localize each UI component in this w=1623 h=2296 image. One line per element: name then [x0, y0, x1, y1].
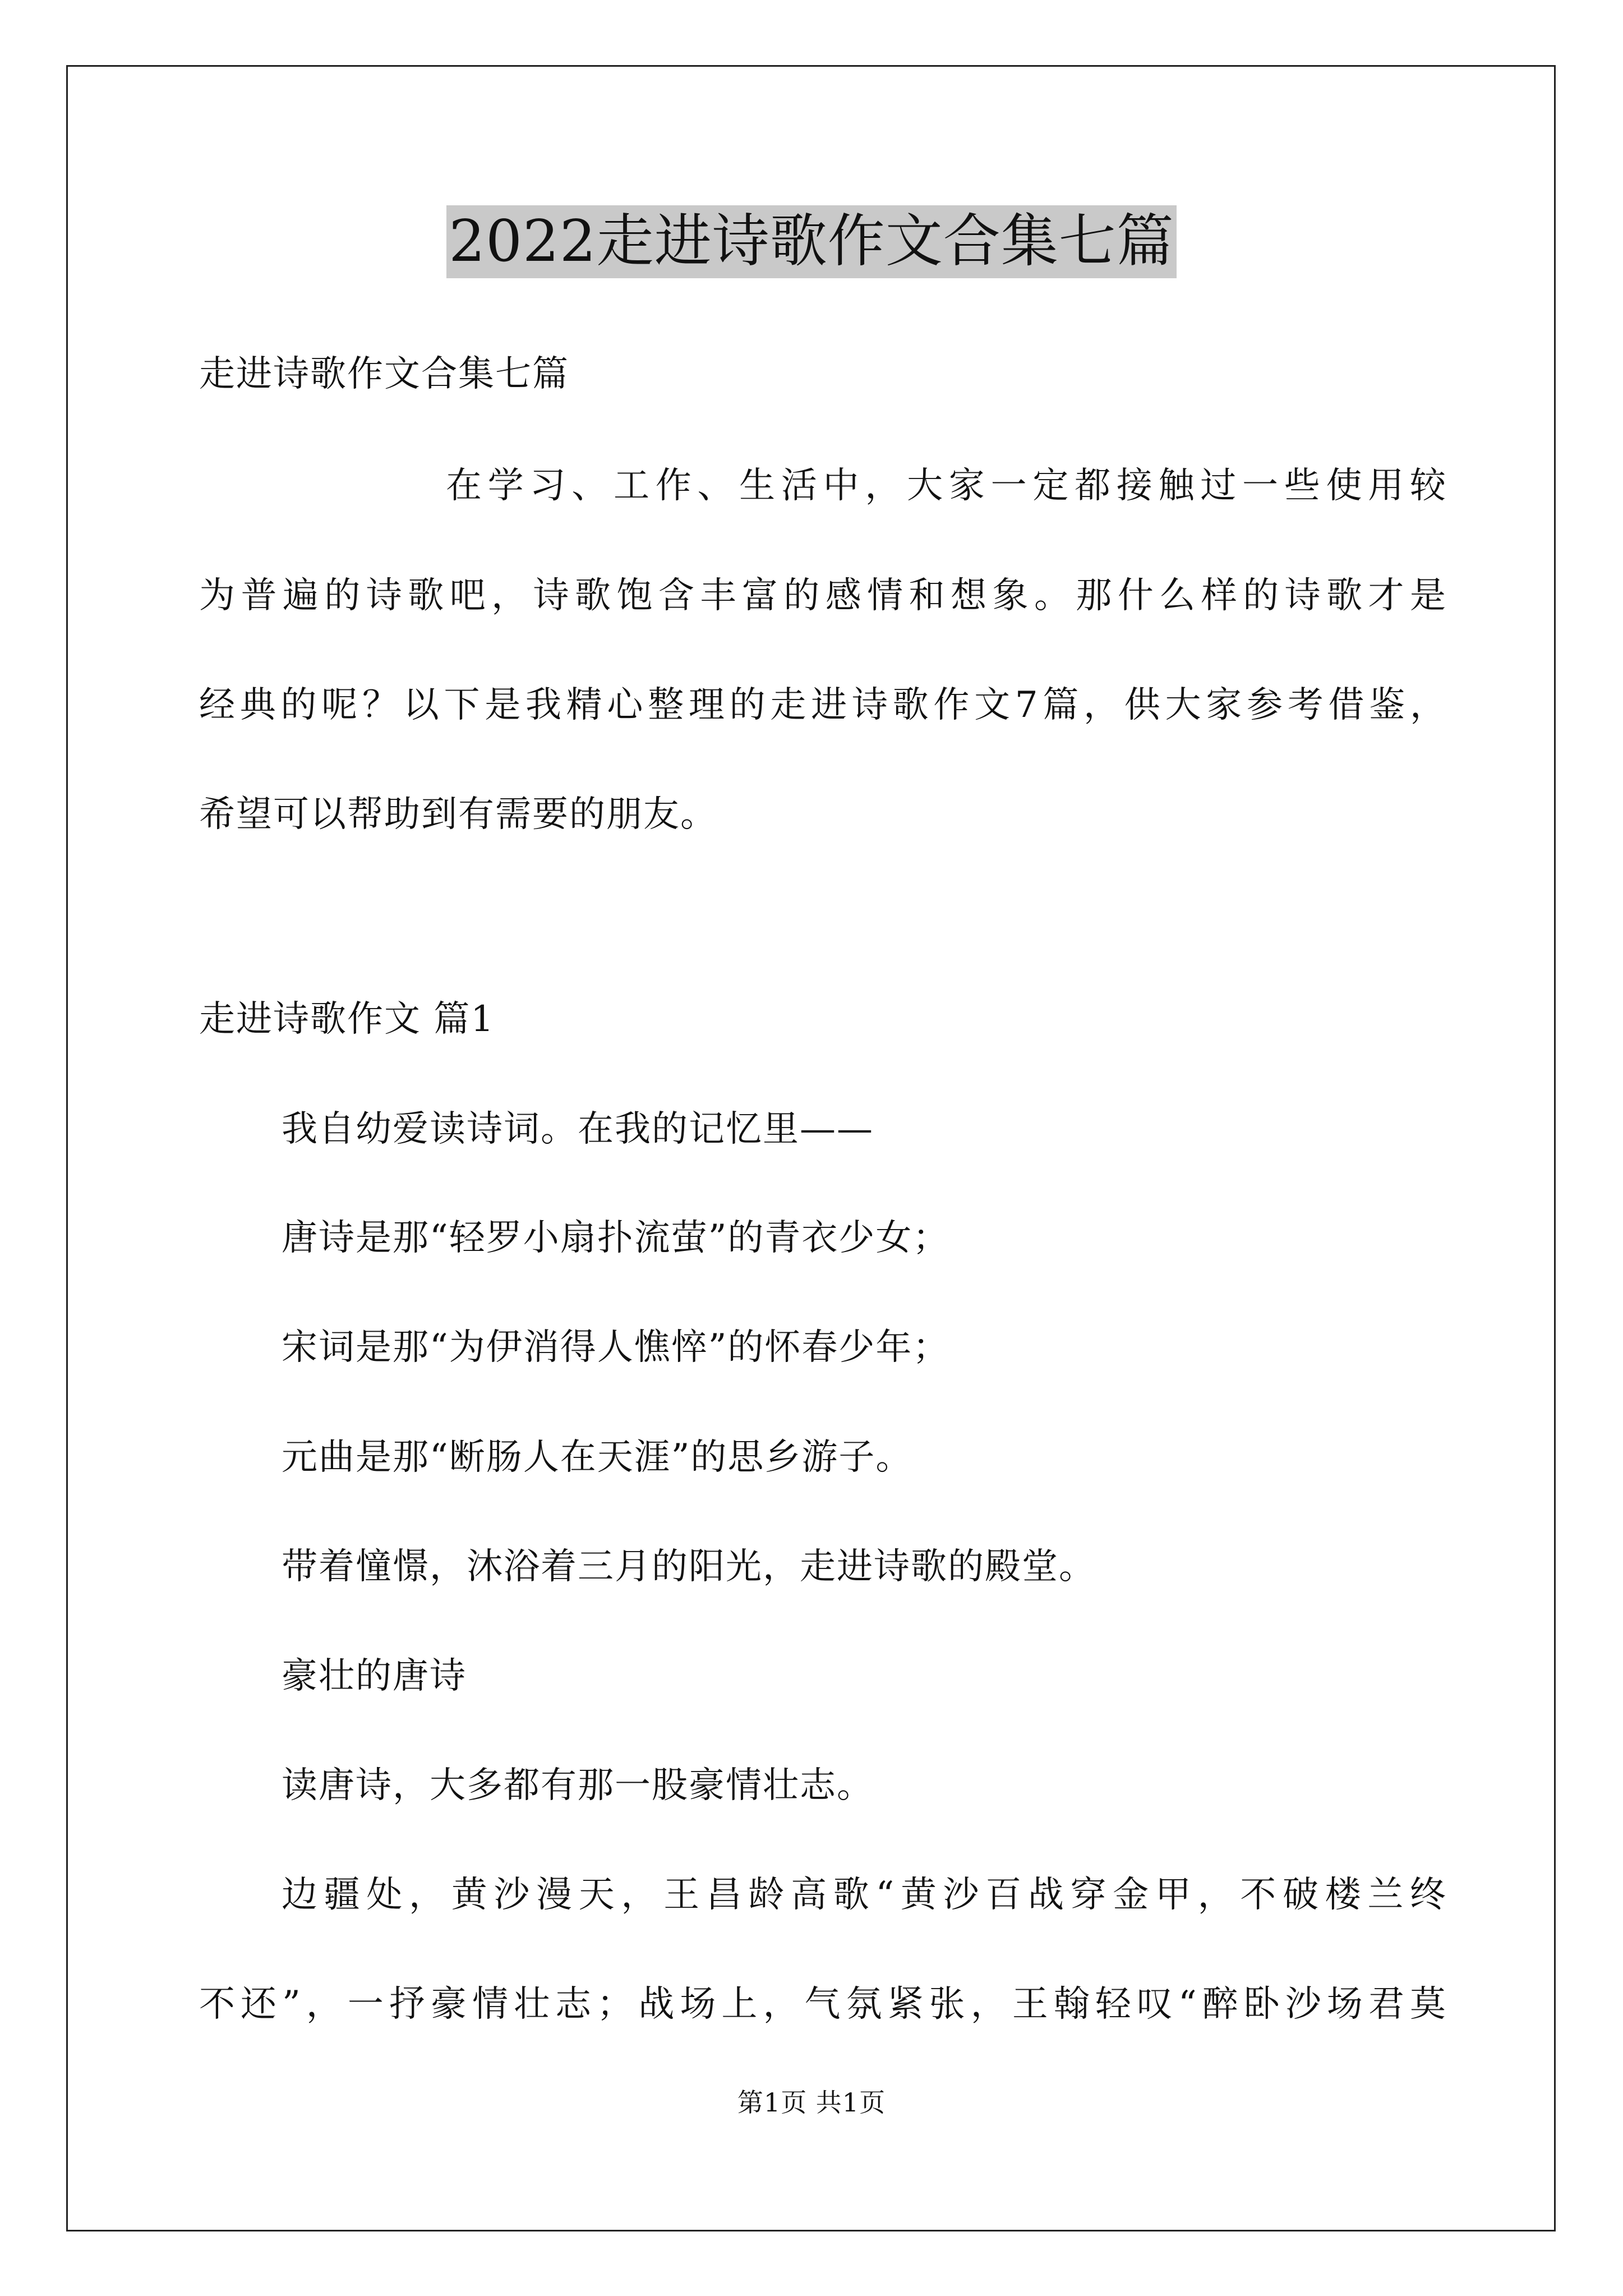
body-line-3: 宋词是那“为伊消得人憔悴”的怀春少年； — [282, 1327, 950, 1368]
body-line-2: 唐诗是那“轻罗小扇扑流萤”的青衣少女； — [282, 1217, 950, 1259]
page-footer: 第1页 共1页 — [737, 2087, 886, 2118]
intro-line-3: 经典的呢？以下是我精心整理的走进诗歌作文7篇，供大家参考借鉴， — [199, 684, 1447, 726]
intro-line-2: 为普遍的诗歌吧，诗歌饱含丰富的感情和想象。那什么样的诗歌才是 — [199, 575, 1447, 616]
body-line-7: 读唐诗，大多都有那一股豪情壮志。 — [282, 1765, 874, 1806]
title-container — [0, 205, 1623, 278]
document-title: 2022走进诗歌作文合集七篇 — [446, 205, 1177, 278]
body-line-8: 边疆处，黄沙漫天，王昌龄高歌“黄沙百战穿金甲，不破楼兰终 — [282, 1874, 1447, 1916]
body-line-6: 豪壮的唐诗 — [282, 1655, 467, 1697]
body-line-4: 元曲是那“断肠人在天涯”的思乡游子。 — [282, 1437, 913, 1478]
body-line-1: 我自幼爱读诗词。在我的记忆里—— — [282, 1108, 874, 1150]
intro-line-1: 在学习、工作、生活中，大家一定都接触过一些使用较 — [446, 465, 1447, 507]
document-subtitle: 走进诗歌作文合集七篇 — [199, 353, 569, 395]
intro-line-4: 希望可以帮助到有需要的朋友。 — [199, 794, 717, 835]
body-line-9: 不还”，一抒豪情壮志；战场上，气氛紧张，王翰轻叹“醉卧沙场君莫 — [199, 1984, 1447, 2025]
section-heading: 走进诗歌作文 篇1 — [199, 999, 495, 1040]
body-line-5: 带着憧憬，沐浴着三月的阳光，走进诗歌的殿堂。 — [282, 1546, 1096, 1588]
